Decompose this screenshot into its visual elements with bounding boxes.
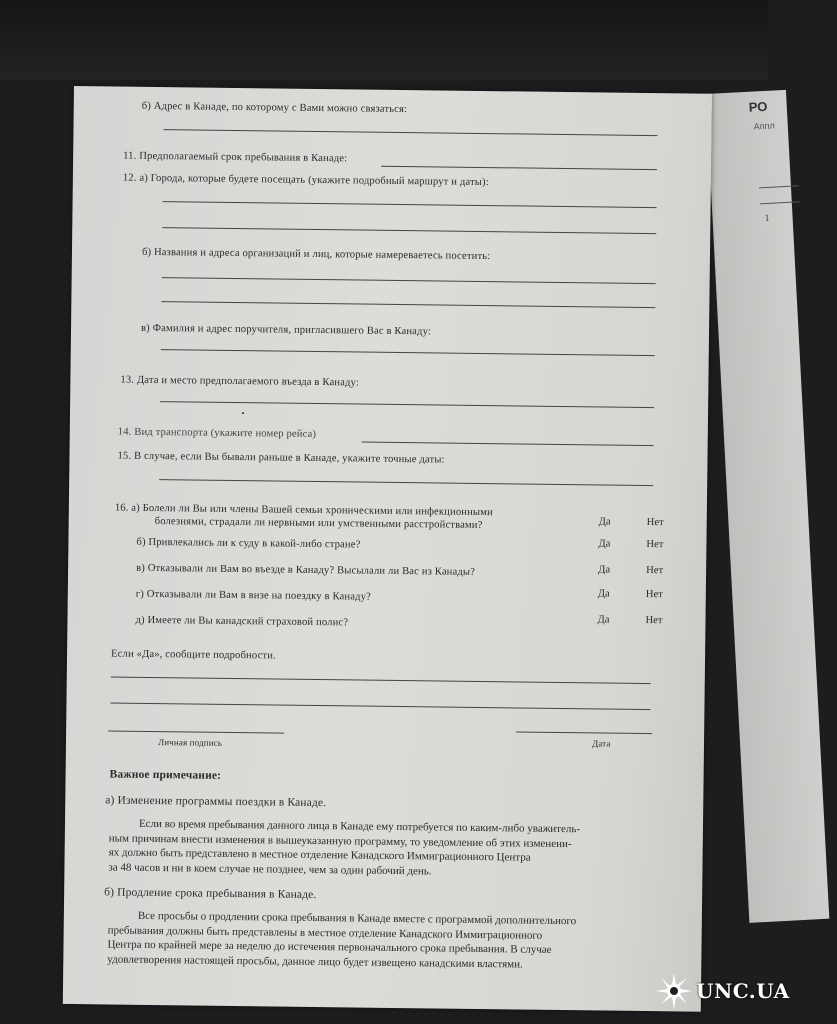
- watermark-text: UNC.UA: [696, 979, 790, 1003]
- answer-line[interactable]: [163, 201, 657, 208]
- item-12a-label: 12. а) Города, которые будете посещать (укажите подробный маршрут и даты):: [122, 172, 489, 189]
- item-16v-label: в) Отказывали ли Вам во въезде в Канаду? Высылали ли Вас из Канады?: [136, 562, 476, 578]
- watermark: [654, 966, 790, 1016]
- answer-line[interactable]: [160, 401, 654, 408]
- note-b-line: удовлетворения настоящей просьбы, данное лицо будет извещено канадскими властями.: [107, 952, 523, 971]
- note-a-heading: а) Изменение программы поездки в Канаде.: [105, 794, 327, 810]
- background-edge: [0, 0, 768, 80]
- item-16g-yes-option[interactable]: Да: [597, 588, 610, 600]
- item-16b-yes-option[interactable]: Да: [598, 538, 611, 550]
- date-label: Дата: [591, 738, 611, 749]
- note-b-line: Все просьбы о продлении срока пребывания в Канаде вместе с программой дополнительного: [137, 909, 577, 928]
- adjacent-page-number: 1: [764, 212, 770, 225]
- starburst-logo-icon: [654, 971, 694, 1011]
- item-16a-no-option[interactable]: Нет: [646, 517, 664, 529]
- answer-line[interactable]: [362, 442, 654, 447]
- answer-line[interactable]: [161, 349, 655, 356]
- note-a-paragraph: [108, 816, 580, 880]
- item-12b-label: б) Названия и адреса организаций и лиц, которые намереваетесь посетить:: [141, 246, 491, 263]
- item-16a-label-line2: болезнями, страдали ли нервными или умственными расстройствами?: [154, 516, 483, 532]
- item-16a-label-line1: 16. а) Болели ли Вы или члены Вашей семьи хроническими или инфекционными: [114, 502, 493, 519]
- note-a-line: за 48 часов и ни в коем случае не позднее, чем за один рабочий день.: [108, 860, 432, 877]
- item-14-label: 14. Вид транспорта (укажите номер рейса): [117, 426, 317, 440]
- note-a-line: ях должно быть представлено в местное отделение Канадского Иммиграционного Центра: [108, 846, 531, 864]
- item-16v-no-option[interactable]: Нет: [646, 565, 664, 577]
- answer-line[interactable]: [110, 702, 650, 710]
- adjacent-page-line: [759, 185, 799, 188]
- note-b-line: Центра по крайней мере за неделю до истечения первоначального срока пребывания. В случае: [107, 938, 552, 956]
- item-13-label: 13. Дата и место предполагаемого въезда в Канаду:: [120, 374, 360, 389]
- answer-line[interactable]: [111, 676, 651, 684]
- note-a-line: ным причинам внести изменения в вышеуказанную программу, то уведомление об этих изменени-: [108, 831, 572, 850]
- answer-line[interactable]: [162, 277, 656, 284]
- item-16b-no-option[interactable]: Нет: [646, 539, 664, 551]
- item-16d-yes-option[interactable]: Да: [597, 614, 610, 626]
- item-15-label: 15. В случае, если Вы бывали раньше в Канаде, укажите точные даты:: [117, 450, 445, 466]
- signature-line[interactable]: [108, 730, 284, 733]
- item-16b-label: б) Привлекались ли к суду в какой-либо стране?: [136, 536, 361, 551]
- important-note-heading: Важное примечание:: [109, 768, 222, 782]
- item-11-label: 11. Предполагаемый срок пребывания в Канаде:: [123, 150, 348, 165]
- item-16v-yes-option[interactable]: Да: [598, 564, 611, 576]
- item-10b-label: б) Адрес в Канаде, по которому с Вами можно связаться:: [141, 100, 408, 116]
- answer-line[interactable]: [163, 129, 657, 136]
- date-line[interactable]: [516, 731, 652, 734]
- answer-line[interactable]: [159, 479, 653, 486]
- signature-label: Личная подпись: [157, 737, 223, 748]
- adjacent-page-line: [760, 201, 800, 204]
- note-b-line: пребывания должны быть представлены в местное отделение Канадского Иммиграционного: [107, 923, 543, 942]
- answer-line[interactable]: [381, 166, 657, 170]
- adjacent-page-title: РО: [748, 98, 768, 115]
- item-12v-label: в) Фамилия и адрес поручителя, пригласившего Вас в Канаду:: [140, 322, 432, 338]
- item-16d-label: д) Имеете ли Вы канадский страховой полис?: [135, 614, 349, 629]
- form-page: [63, 86, 712, 1012]
- item-16g-no-option[interactable]: Нет: [645, 589, 663, 601]
- adjacent-page: [706, 90, 829, 923]
- item-16a-yes-option[interactable]: Да: [598, 516, 611, 528]
- answer-line[interactable]: [162, 227, 656, 234]
- if-yes-details-label: Если «Да», сообщите подробности.: [110, 648, 276, 662]
- item-16g-label: г) Отказывали ли Вам в визе на поездку в Канаду?: [135, 588, 372, 603]
- note-b-heading: б) Продление срока пребывания в Канаде.: [104, 886, 317, 902]
- ink-dot: [242, 412, 244, 414]
- note-a-line: Если во время пребывания данного лица в Канаде ему потребуется по каким-либо уважитель-: [138, 817, 581, 836]
- item-16d-no-option[interactable]: Нет: [645, 615, 663, 627]
- answer-line[interactable]: [161, 301, 655, 308]
- adjacent-page-subtitle: Аппл: [753, 120, 776, 132]
- note-b-paragraph: [107, 908, 576, 972]
